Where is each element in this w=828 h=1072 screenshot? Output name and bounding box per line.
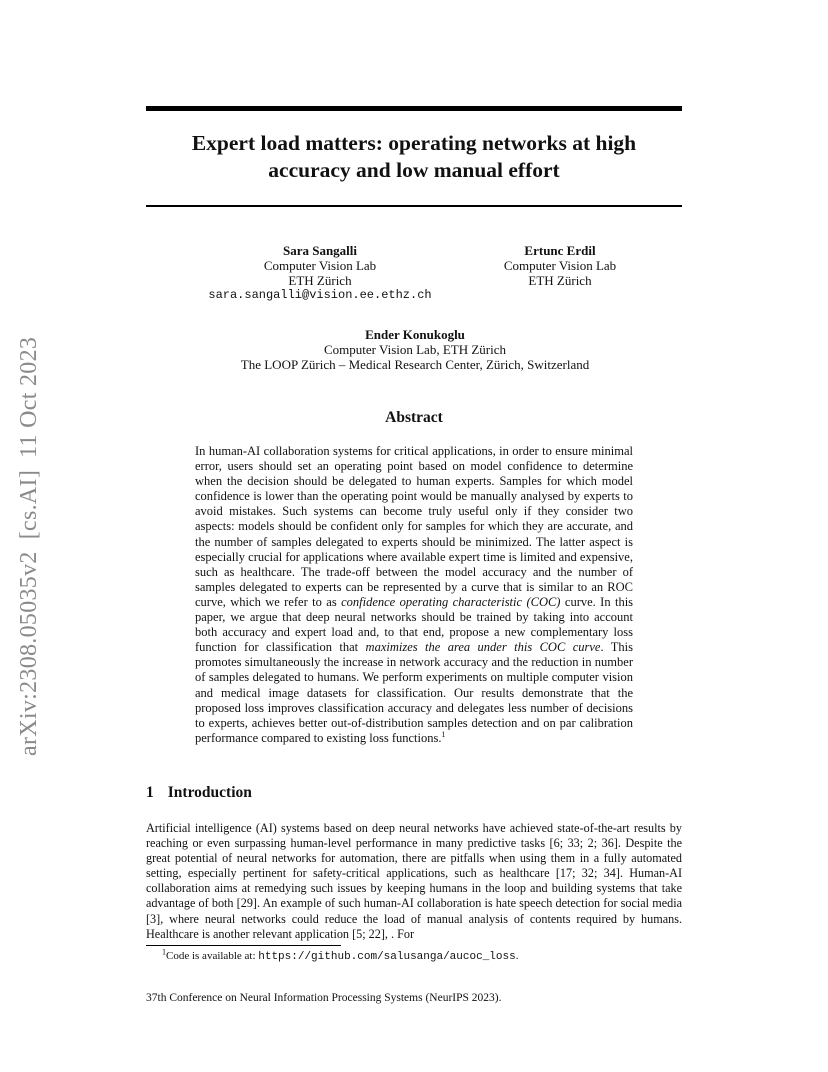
- abstract-italic: confidence operating characteristic (COC): [341, 594, 561, 609]
- footnote-number: 1: [162, 947, 166, 957]
- introduction-text: Artificial intelligence (AI) systems based on deep neural networks have achieved state-of-the-art results by reaching or even surpassing human-level performance in many predictive tasks [6; 33; 2; 36]. Despite the great potential of neural networks for automation, there are pitfalls when using them in a fully automated setting, especially pertinent for safety-critical applications, such as healthcare [17; 32; 34]. Human-AI collaboration aims at remedying such issues by keeping humans in the loop and building systems that take advantage of both [29]. An example of such human-AI collaboration is hate speech detection for social media [3], where neural networks could reduce the load of manual analysis of contents required by humans. Healthcare is another relevant application [5; 22], . For: [146, 821, 682, 941]
- author-affiliation: Computer Vision Lab, ETH Zürich: [323, 342, 507, 357]
- arxiv-category: [cs.AI]: [16, 469, 42, 540]
- abstract-italic: maximizes the area under this COC curve: [365, 640, 601, 655]
- author-block: [480, 243, 640, 288]
- abstract-text-part: . This promotes simultaneously the increase in network accuracy and the reduction in number of samples delegated to humans. We perform experiments on multiple computer vision and medical image datasets for classification. Our results demonstrate that the proposed loss improves classification accuracy and delegates less number of decisions to experts, achieves better out-of-distribution samples detection and on par calibration performance compared to existing loss functions.: [195, 640, 633, 745]
- author-affiliation: The LOOP Zürich – Medical Research Center, Zürich, Switzerland: [240, 357, 590, 372]
- author-affiliation: ETH Zürich: [528, 273, 592, 288]
- author-affiliation: ETH Zürich: [288, 273, 352, 288]
- footnote-rule: [146, 945, 341, 946]
- conference-note: 37th Conference on Neural Information Processing Systems (NeurIPS 2023).: [146, 992, 502, 1004]
- footnote-text: Code is available at:: [166, 950, 256, 962]
- footnote: [162, 947, 519, 963]
- abstract-text-part: In human-AI collaboration systems for critical applications, in order to ensure minimal error, users should set an operating point based on model confidence to determine when the decision should be delegated to human experts. Samples for which model confidence is lower than the operating point would be manually analysed by experts to avoid mistakes. Such systems can become truly useful only if they consider two aspects: models should be confident only for samples for which they are accurate, and the number of samples delegated to experts should be minimized. The latter aspect is especially crucial for applications where available expert time is limited and expensive, such as healthcare. The trade-off between the model accuracy and the number of samples delegated to experts can be represented by a curve that is similar to an ROC curve, which we refer to as: [195, 444, 633, 609]
- author-name: Ertunc Erdil: [524, 243, 596, 258]
- author-block: [180, 327, 650, 372]
- code-link[interactable]: https://github.com/salusanga/aucoc_loss: [258, 951, 516, 963]
- author-affiliation: Computer Vision Lab: [503, 258, 617, 273]
- title-line-2: accuracy and low manual effort: [268, 158, 560, 182]
- footnote-period: .: [515, 950, 519, 962]
- title-bottom-rule: [146, 205, 682, 207]
- arxiv-date: 11 Oct 2023: [16, 336, 42, 458]
- title-top-rule: [146, 106, 682, 111]
- author-name: Sara Sangalli: [282, 243, 358, 258]
- abstract-text: [195, 444, 633, 746]
- arxiv-id: arXiv:2308.05035v2: [16, 551, 42, 756]
- arxiv-watermark: [16, 325, 43, 756]
- section-title: Introduction: [167, 784, 252, 801]
- footnote-marker[interactable]: 1: [441, 729, 446, 739]
- author-name: Ender Konukoglu: [365, 327, 465, 342]
- section-number: 1: [146, 784, 154, 801]
- section-heading: [146, 784, 252, 802]
- abstract-heading: Abstract: [385, 409, 443, 426]
- author-affiliation: Computer Vision Lab: [263, 258, 377, 273]
- title-line-1: Expert load matters: operating networks at high: [191, 131, 637, 155]
- paper-title: [146, 130, 682, 184]
- author-email[interactable]: sara.sangalli@vision.ee.ethz.ch: [208, 288, 432, 302]
- abstract-text-part: curve. In this paper, we argue that deep neural networks should be trained by taking into account both accuracy and expert load and, to that end, propose a new complementary loss function for classification that: [195, 594, 634, 655]
- author-block: [196, 243, 444, 303]
